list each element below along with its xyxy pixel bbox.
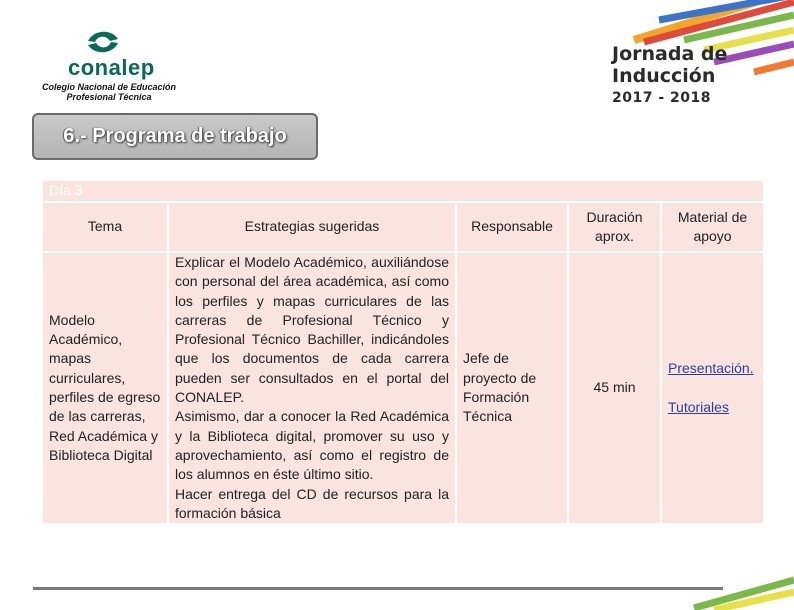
event-years: 2017 - 2018 [612, 90, 711, 106]
estrategias-paragraph-3: Hacer entrega del CD de recursos para la formación básica [175, 485, 449, 521]
cell-duracion: 45 min [568, 252, 661, 524]
estrategias-paragraph-1: Explicar el Modelo Académico, auxiliándose con personal del área académica, así como los perfiles y mapas curriculares de las carreras de Profesional Técnico y Profesional Técnico Bachiller, indicándoles que los documentos de cada carrera pueden ser consultados en el portal del CONALEP. [175, 254, 449, 406]
cell-estrategias [168, 252, 456, 524]
bottom-pencils-decoration [684, 550, 794, 610]
header-tema: Tema [42, 202, 168, 252]
logo-subtitle-line2: Profesional Técnica [66, 92, 152, 102]
presentacion-link[interactable]: Presentación. [668, 360, 754, 377]
section-title-box [32, 113, 318, 160]
event-title-line1: Jornada de [612, 43, 728, 65]
estrategias-paragraph-2: Asimismo, dar a conocer la Red Académica y la Biblioteca digital, promover su uso y aprovechamiento, así como el registro de los alumnos en éste último sitio. [175, 408, 449, 483]
table-row [42, 252, 764, 524]
header-row [42, 202, 764, 252]
program-table [41, 179, 765, 525]
event-title [612, 43, 732, 109]
logo-subtitle-line1: Colegio Nacional de Educación [41, 82, 177, 92]
logo-name: conalep [68, 55, 155, 80]
header-duracion: Duración aprox. [568, 202, 661, 252]
cell-responsable: Jefe de proyecto de Formación Técnica [456, 252, 568, 524]
header-estrategias: Estrategias sugeridas [168, 202, 456, 252]
cell-tema: Modelo Académico, mapas curriculares, perfiles de egreso de las carreras, Red Académica y Biblioteca Digital [42, 252, 168, 524]
footer-divider [33, 587, 723, 590]
day-row [42, 180, 764, 202]
header-material: Material de apoyo [661, 202, 764, 252]
conalep-logo [30, 25, 180, 105]
logo-subtitle [34, 82, 184, 102]
event-title-line2: Inducción [612, 65, 716, 87]
cell-material [661, 252, 764, 524]
conalep-emblem-icon [80, 27, 126, 57]
section-title: 6.- Programa de trabajo [63, 125, 287, 147]
header-responsable: Responsable [456, 202, 568, 252]
tutoriales-link[interactable]: Tutoriales [668, 398, 729, 415]
day-label: Día 3 [42, 180, 764, 202]
